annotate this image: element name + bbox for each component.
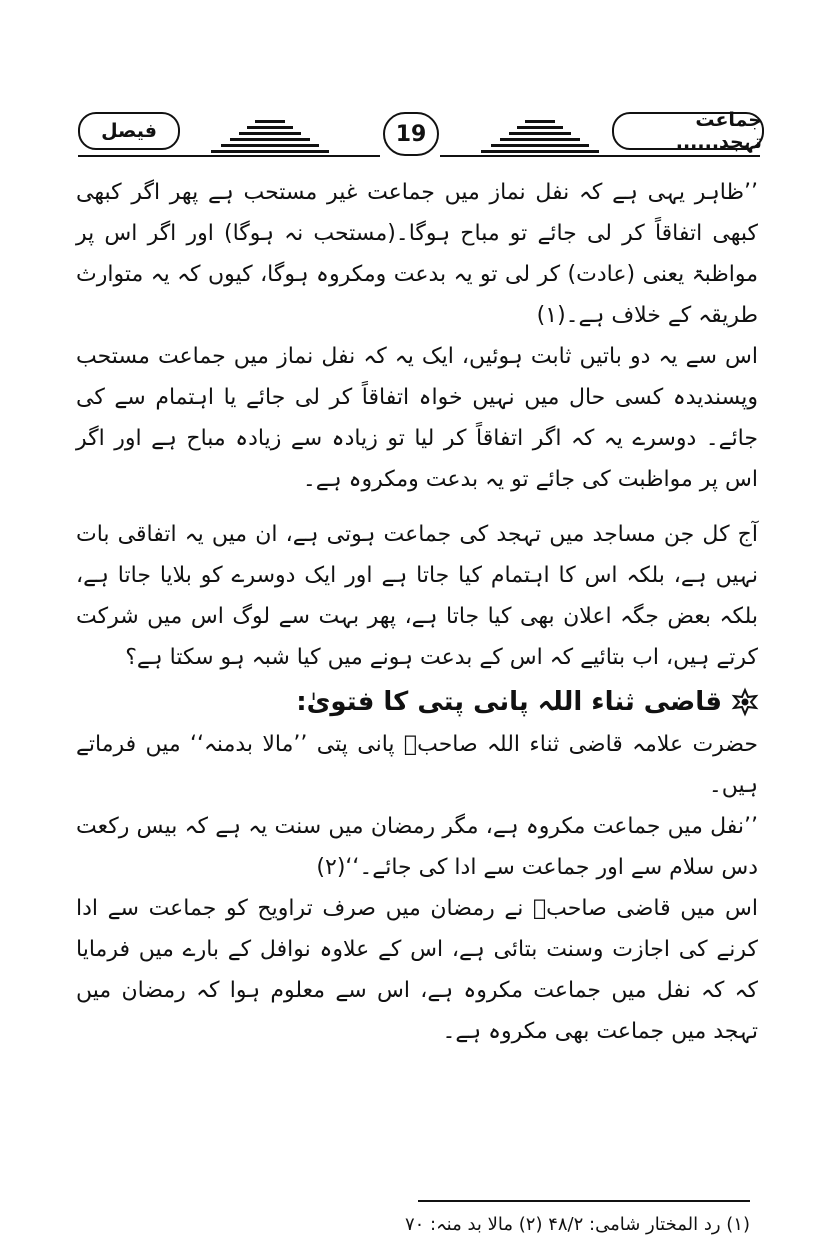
section-heading-text: قاضی ثناء اللہ پانی پتی کا فتویٰ: — [296, 687, 722, 717]
chapter-title-tag: جماعت تہجد...... — [612, 112, 764, 150]
star-ornament-icon — [732, 689, 758, 715]
header-ornament-left — [200, 118, 340, 156]
footnote-divider — [418, 1200, 750, 1202]
book-title-tag: فیصل — [78, 112, 180, 150]
page-number: 19 — [383, 112, 439, 156]
page-body — [76, 172, 758, 1052]
body-paragraph: حضرت علامہ قاضی ثناء اللہ صاحبؒ پانی پتی ’’مالا بدمنہ‘‘ میں فرماتے ہیں۔ — [76, 732, 758, 798]
footnote: (۱) رد المختار شامی: ۴۸/۲ (۲) مالا بد منہ: ۷۰ — [404, 1214, 750, 1235]
quote-paragraph: ’’نفل میں جماعت مکروہ ہے، مگر رمضان میں سنت یہ ہے کہ بیس رکعت دس سلام سے اور جماعت سے ادا کی جائے۔‘‘(۲) — [76, 814, 758, 880]
section-heading — [76, 680, 758, 724]
body-paragraph: اس سے یہ دو باتیں ثابت ہوئیں، ایک یہ کہ نفل نماز میں جماعت مستحب وپسندیدہ کسی حال میں نہیں خواہ اتفاقاً کر لی جائے یا اہتمام سے کی جائے۔ دوسرے یہ کہ اگر اتفاقاً کر لیا تو زیادہ سے زیادہ مباح ہے اور اگر اس پر مواظبت کی جائے تو یہ بدعت ومکروہ ہے۔ — [76, 344, 758, 492]
header-ornament-right — [470, 118, 610, 156]
quote-paragraph: ’’ظاہر یہی ہے کہ نفل نماز میں جماعت غیر مستحب ہے پھر اگر کبھی کبھی اتفاقاً کر لی جائے تو مباح ہوگا۔(مستحب نہ ہوگا) اور اگر اس پر مواظبۃ یعنی (عادت) کر لی تو یہ بدعت ومکروہ ہوگا، کیوں کہ یہ متوارث طریقہ کے خلاف ہے۔(۱) — [76, 180, 758, 328]
body-paragraph: آج کل جن مساجد میں تہجد کی جماعت ہوتی ہے، ان میں یہ اتفاقی بات نہیں ہے، بلکہ اس کا اہتمام کیا جاتا ہے اور ایک دوسرے کو بلایا جاتا ہے، بلکہ بعض جگہ اعلان بھی کیا جاتا ہے، پھر بہت سے لوگ اس میں شرکت کرتے ہیں، اب بتائیے کہ اس کے بدعت ہونے میں کیا شبہ ہو سکتا ہے؟ — [76, 522, 758, 670]
body-paragraph: اس میں قاضی صاحبؒ نے رمضان میں صرف تراویح کو جماعت سے ادا کرنے کی اجازت وسنت بتائی ہے، اس کے علاوہ نوافل کے بارے میں فرمایا کہ کہ نفل میں جماعت مکروہ ہے، اس سے معلوم ہوا کہ رمضان میں تہجد میں جماعت بھی مکروہ ہے۔ — [76, 896, 758, 1044]
page-header — [0, 100, 825, 170]
